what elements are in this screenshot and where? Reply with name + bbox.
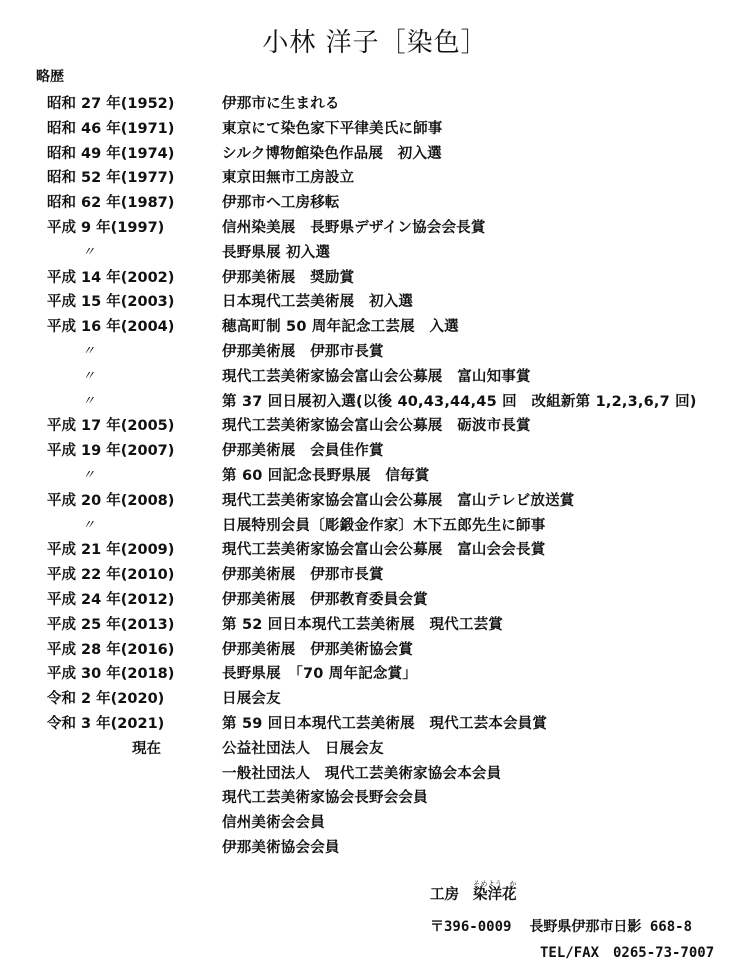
history-row: [0, 117, 750, 142]
history-date: 〃: [82, 393, 96, 409]
history-date: 昭和 27 年(1952): [47, 96, 175, 112]
history-row: [0, 737, 750, 762]
history-event: 現代工芸美術家協会富山会公募展 富山テレビ放送賞: [222, 492, 575, 509]
history-event: 東京にて染色家下平律美氏に師事: [222, 120, 443, 137]
history-event: 穂高町制 50 周年記念工芸展 入選: [222, 319, 459, 336]
history-date: 平成 15 年(2003): [47, 294, 175, 311]
history-date: 平成 30 年(2018): [47, 666, 175, 683]
history-date: 〃: [82, 244, 96, 260]
history-event: 東京田無市工房設立: [222, 170, 355, 187]
history-row: [0, 92, 750, 117]
history-event: 伊那市に生まれる: [222, 96, 340, 112]
history-date: 平成 9 年(1997): [47, 219, 165, 236]
history-date: 〃: [82, 368, 96, 384]
history-date: 平成 14 年(2002): [47, 269, 175, 286]
history-date: 平成 17 年(2005): [47, 418, 175, 435]
history-event: 一般社団法人 現代工芸美術家協会本会員: [222, 765, 502, 782]
atelier-label: 工房: [430, 887, 459, 903]
history-event: 第 60 回記念長野県展 信毎賞: [222, 467, 430, 484]
history-row: [0, 588, 750, 613]
history-date: 令和 2 年(2020): [47, 691, 165, 708]
history-row: [0, 241, 750, 266]
history-event: 第 37 回日展初入選(以後 40,43,44,45 回 改組新第 1,2,3,6,7 回): [222, 393, 697, 410]
history-row: [0, 638, 750, 663]
history-date: 昭和 62 年(1987): [47, 195, 175, 212]
phone-fax: TEL/FAX 0265-73-7007: [540, 945, 715, 961]
history-event: 現代工芸美術家協会富山会公募展 富山知事賞: [222, 368, 531, 385]
history-row: [0, 290, 750, 315]
history-row: [0, 390, 750, 415]
history-date: 平成 24 年(2012): [47, 591, 175, 608]
atelier-name: 染洋花そめよう か: [473, 880, 517, 903]
history-event: 伊那美術展 伊那市長賞: [222, 343, 384, 360]
postal-code: 〒396-0009: [430, 919, 512, 935]
page-title: 小林 洋子［染色］: [262, 28, 488, 58]
history-row: [0, 811, 750, 836]
career-history-list: [0, 92, 750, 861]
history-row: [0, 489, 750, 514]
history-event: 第 59 回日本現代工芸美術展 現代工芸本会員賞: [222, 715, 548, 732]
history-row: [0, 464, 750, 489]
history-row: [0, 315, 750, 340]
history-date: 平成 19 年(2007): [47, 443, 175, 460]
history-row: [0, 712, 750, 737]
history-event: 第 52 回日本現代工芸美術展 現代工芸賞: [222, 616, 503, 633]
history-event: 現代工芸美術家協会富山会公募展 砺波市長賞: [222, 418, 531, 435]
history-date: 〃: [82, 343, 96, 359]
history-date: 昭和 49 年(1974): [47, 145, 175, 162]
history-row: [0, 662, 750, 687]
history-row: [0, 538, 750, 563]
section-heading-career: 略歴: [36, 69, 64, 85]
history-event: 日展会友: [222, 691, 281, 708]
history-date: 平成 25 年(2013): [47, 616, 175, 633]
history-event: 伊那美術展 伊那美術協会賞: [222, 641, 414, 658]
history-event: 伊那美術展 会員佳作賞: [222, 443, 384, 460]
history-row: [0, 216, 750, 241]
history-event: 長野県展 「70 周年記念賞」: [222, 666, 417, 683]
history-row: [0, 613, 750, 638]
history-row: [0, 439, 750, 464]
history-date: 平成 22 年(2010): [47, 567, 175, 584]
history-event: 信州染美展 長野県デザイン協会会長賞: [222, 219, 486, 236]
history-row: [0, 166, 750, 191]
history-date: 昭和 46 年(1971): [47, 120, 175, 137]
history-row: [0, 786, 750, 811]
history-row: [0, 836, 750, 861]
history-event: 公益社団法人 日展会友: [222, 740, 384, 757]
history-event: シルク博物館染色作品展 初入選: [222, 145, 442, 162]
history-event: 伊那市へ工房移転: [222, 195, 340, 212]
history-row: [0, 563, 750, 588]
address-line: [430, 916, 692, 936]
history-event: 伊那美術展 伊那市長賞: [222, 567, 384, 584]
history-event: 信州美術会会員: [222, 815, 325, 832]
history-row: [0, 687, 750, 712]
history-row: [0, 414, 750, 439]
history-event: 伊那美術協会会員: [222, 839, 340, 856]
history-date: 平成 21 年(2009): [47, 542, 175, 559]
atelier-furigana: そめよう か: [473, 880, 517, 888]
history-date: 平成 16 年(2004): [47, 319, 175, 336]
history-row: [0, 266, 750, 291]
history-event: 日本現代工芸美術展 初入選: [222, 294, 414, 311]
history-event: 伊那美術展 奨励賞: [222, 269, 355, 286]
history-row: [0, 142, 750, 167]
street-address: 長野県伊那市日影 668-8: [529, 919, 693, 935]
history-date: 昭和 52 年(1977): [47, 170, 175, 187]
history-row: [0, 514, 750, 539]
history-row: [0, 340, 750, 365]
atelier-line: [430, 880, 517, 904]
history-event: 現代工芸美術家協会長野会会員: [222, 790, 428, 807]
history-date: 〃: [82, 467, 96, 483]
history-date: 現在: [132, 740, 161, 757]
history-row: [0, 365, 750, 390]
history-date: 平成 20 年(2008): [47, 492, 175, 509]
history-event: 長野県展 初入選: [222, 244, 331, 261]
history-event: 日展特別会員〔彫鍛金作家〕木下五郎先生に師事: [222, 517, 546, 534]
history-date: 令和 3 年(2021): [47, 715, 165, 732]
history-date: 〃: [82, 517, 96, 533]
history-event: 現代工芸美術家協会富山会公募展 富山会会長賞: [222, 542, 546, 559]
history-row: [0, 762, 750, 787]
history-event: 伊那美術展 伊那教育委員会賞: [222, 591, 428, 608]
history-row: [0, 191, 750, 216]
history-date: 平成 28 年(2016): [47, 641, 175, 658]
